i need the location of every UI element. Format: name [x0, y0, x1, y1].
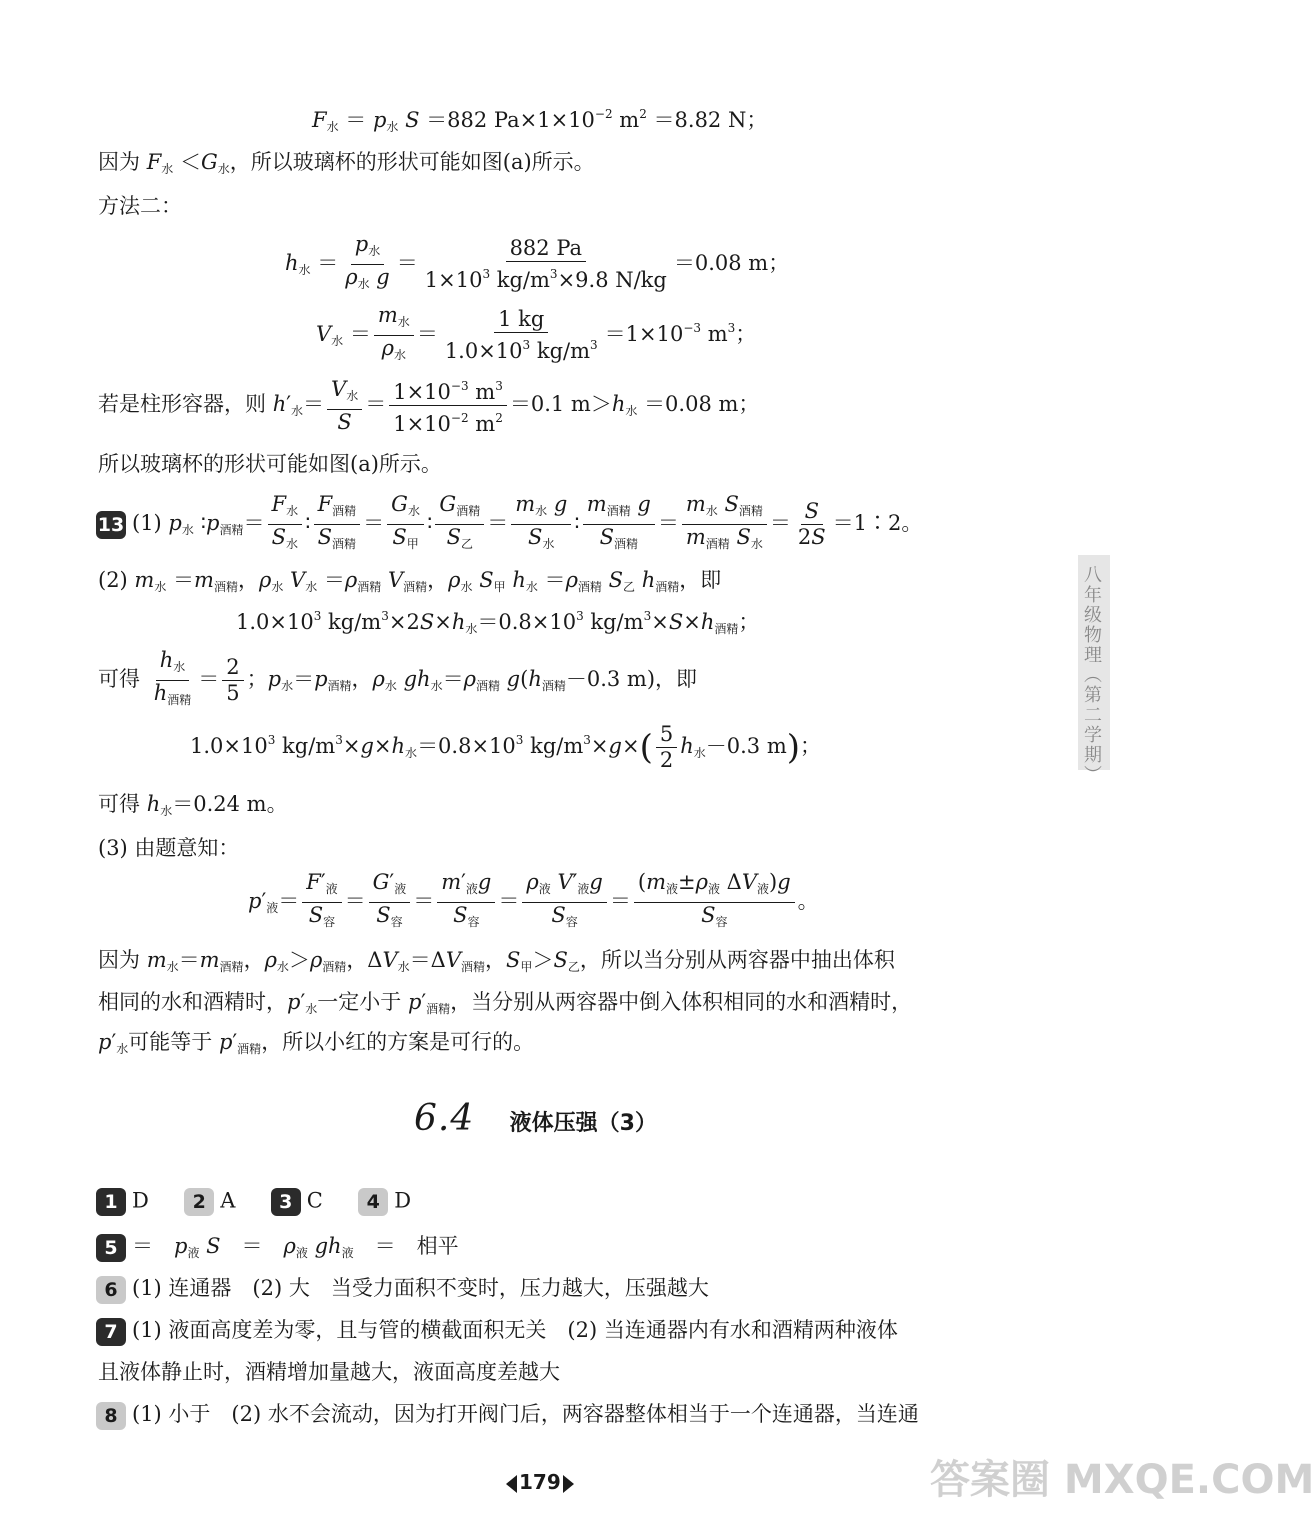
q13-part1: 13 (1) $p_水$ $∶p_{酒精}=$ $\frac{F_水}{S_水}$ ∶ $\frac{F_{酒精}}{S_{酒精}}$ ＝ $\frac{G_水}{S_甲}$ ∶ $\frac{G_{酒精}}{S_乙}$ ＝ $\frac{m_水 g}{S_水}$ ∶ $\frac{m_{酒精} g}{S_{酒精}}$ ＝ $\frac{m_水 S_{酒精}}{m_{酒精} S_水}$ ＝ $\frac{S}{2S}$ ＝1∶2。	[97, 492, 923, 551]
page-number	[506, 1470, 574, 1494]
section-title: 液体压强（3）	[509, 1111, 657, 1136]
question-badge-6: 6	[96, 1276, 126, 1304]
answer-7	[96, 1314, 898, 1346]
question-badge-8: 8	[96, 1402, 126, 1430]
answer-1: D	[132, 1188, 149, 1213]
left-triangle-icon	[506, 1475, 517, 1493]
question-badge-4: 4	[358, 1188, 388, 1216]
answer-8	[96, 1398, 919, 1430]
right-triangle-icon	[563, 1475, 574, 1493]
q13-part3-formula: $p'_液=$ $\frac{F'_液}{S_容}$ ＝ $\frac{G'_液}{S_容}$ ＝ $\frac{m'_液g}{S_容}$ ＝ $\frac{\rho_液 V'_液g}{S_容}$ ＝ $\frac{(m_液\pm\rho_液 \Delta V_液)g}{S_容}$ 。	[248, 870, 819, 929]
sidebar-label: 八年级物理（第二学期）	[1081, 565, 1102, 785]
equation-line-1: $F_水 = p_水$ S ＝882 $Pa\times 1\times 10^{-2}$ $m^2 =8.82$ N；	[312, 107, 768, 134]
answer-6	[96, 1272, 709, 1304]
q13-part2-line4: $1.0\times 10^3$ $kg/m^3\times g\times h_水=0.8\times 10^3$ $kg/m^3\times g\times$( $\frac{5}{2}$ $h_水-0.3$ m)；	[190, 722, 822, 772]
section-heading	[414, 1098, 657, 1139]
question-badge-1: 1	[96, 1188, 126, 1216]
text-line-7: 所以玻璃杯的形状可能如图(a)所示。	[98, 452, 442, 476]
answer-2: A	[220, 1188, 236, 1213]
answer-7-line2: 且液体静止时，酒精增加量越大，液面高度差越大	[98, 1360, 560, 1384]
question-badge-3: 3	[271, 1188, 301, 1216]
answer-8-text: (1) 小于 (2) 水不会流动，因为打开阀门后，两容器整体相当于一个连通器，当连通	[132, 1402, 919, 1426]
page-number-text: 179	[519, 1470, 561, 1494]
q13-part2-line2: $1.0\times 10^3$ $kg/m^3\times 2S\times h_水=0.8\times 10^3$ $kg/m^3\times S\times h_{酒精}$；	[236, 609, 760, 636]
equation-h-water: $h_水$ ＝ $\frac{p_水}{\rho_水 g}$ ＝ $\frac{882 Pa}{1\times 10^3 kg/m^3\times 9.8 N/kg}$ ＝0.08 m；	[285, 232, 790, 292]
question-badge-5: 5	[96, 1234, 126, 1262]
text-line-2: 因为 $F_水 <G_水$，所以玻璃杯的形状可能如图(a)所示。	[98, 150, 595, 176]
answer-6-text: (1) 连通器 (2) 大 当受力面积不变时，压力越大，压强越大	[132, 1276, 709, 1300]
watermark-logo: 答案圈 MXQE.COM	[930, 1457, 1314, 1503]
answers-1-4	[96, 1188, 411, 1216]
equation-v-water: $V_水$ ＝ $\frac{m_水}{\rho_水}$ ＝ $\frac{1 kg}{1.0\times 10^3 kg/m^3}$ $=1\times 10^{-3}$ $m^3$；	[316, 303, 757, 363]
q13-part2-line5: 可得 $h_水=0.24$ m。	[98, 792, 288, 818]
q13-part3-line3: 相同的水和酒精时，$p'_水$一定小于 $p'_{酒精}$，当分别从两容器中倒入体积相同的水和酒精时，	[98, 990, 913, 1016]
question-badge-2: 2	[184, 1188, 214, 1216]
q13-part3-line1: (3) 由题意知：	[98, 836, 240, 860]
equation-cylinder: 若是柱形容器，则 $h'_水=$ $\frac{V_水}{S}$ ＝ $\frac{1\times 10^{-3} m^3}{1\times 10^{-2} m^2}$ ＝0.1 $m>h_水 =0.08$ m；	[98, 374, 759, 437]
text-line-3: 方法二：	[98, 194, 182, 218]
answer-3: C	[306, 1188, 323, 1213]
question-badge-13: 13	[96, 511, 126, 539]
answer-7-line1: (1) 液面高度差为零，且与管的横截面积无关 (2) 当连通器内有水和酒精两种液体	[132, 1318, 898, 1342]
q13-part2-line3: 可得 $\frac{h_水}{h_{酒精}}$ ＝ $\frac{2}{5}$ ；$p_水=p_{酒精}$，$\rho_水$ $gh_水=\rho_{酒精}$ $g(h_{酒精}-0.3$ m)，即	[98, 648, 698, 707]
q13-part3-line4: $p'_水$可能等于 $p'_{酒精}$，所以小红的方案是可行的。	[98, 1030, 535, 1056]
q13-part3-line2: 因为 $m_水=m_{酒精}$，$\rho_水>\rho_{酒精}$，$\Delta V_水=\Delta V_{酒精}$，$S_甲>S_乙$，所以当分别从两容器中抽出体积	[98, 948, 895, 974]
section-number: 6.4	[414, 1098, 475, 1139]
answer-5: 5 ＝ $p_液$ S ＝ $\rho_液$ $gh_液$ ＝ 相平	[96, 1230, 459, 1262]
answer-4: D	[394, 1188, 412, 1213]
q13-part2-line1: (2) $m_水 =m_{酒精}$，$\rho_水$ $V_水 =\rho_{酒精}$ $V_{酒精}$，$\rho_水$ $S_甲$ $h_水 =\rho_{酒精}$ $S_乙$ $h_{酒精}$，即	[98, 568, 722, 594]
question-badge-7: 7	[96, 1318, 126, 1346]
